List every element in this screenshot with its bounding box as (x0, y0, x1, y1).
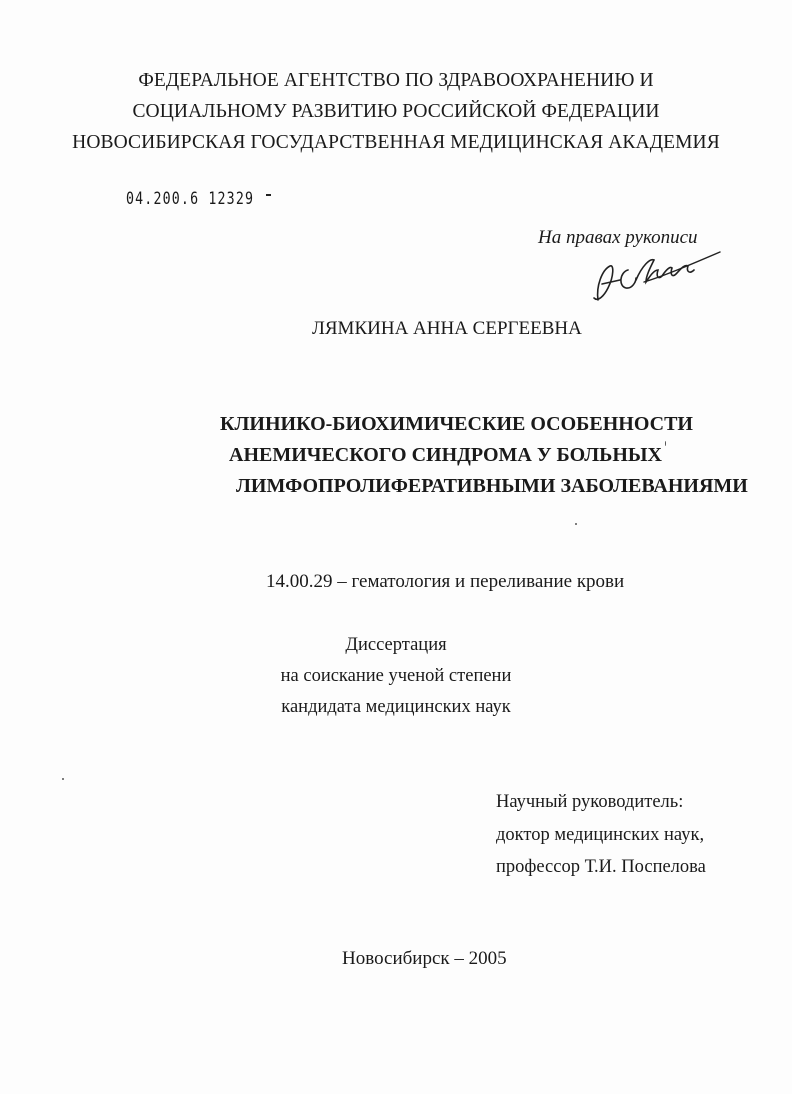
author-name: ЛЯМКИНА АННА СЕРГЕЕВНА (312, 318, 582, 339)
header-line-2: СОЦИАЛЬНОМУ РАЗВИТИЮ РОССИЙСКОЙ ФЕДЕРАЦИИ (132, 101, 660, 122)
supervisor-name: профессор Т.И. Поспелова (496, 857, 706, 877)
stamp-dash (266, 194, 271, 196)
thesis-type: Диссертация (345, 635, 447, 655)
scan-speck (62, 778, 64, 780)
title-line-1: КЛИНИКО-БИОХИМИЧЕСКИЕ ОСОБЕННОСТИ (220, 413, 693, 435)
place-and-year: Новосибирск – 2005 (342, 948, 507, 969)
scan-speck (665, 441, 666, 446)
supervisor-degree: доктор медицинских наук, (496, 825, 705, 845)
thesis-degree-field: кандидата медицинских наук (281, 697, 511, 717)
specialty-code: 14.00.29 – гематология и переливание крови (266, 571, 625, 592)
scan-speck (575, 523, 577, 525)
title-line-3: ЛИМФОПРОЛИФЕРАТИВНЫМИ ЗАБОЛЕВАНИЯМИ (236, 475, 748, 497)
supervisor-label: Научный руководитель: (496, 792, 684, 812)
header-line-3: НОВОСИБИРСКАЯ ГОСУДАРСТВЕННАЯ МЕДИЦИНСКАЯ АКАДЕМИЯ (72, 132, 720, 153)
title-line-2: АНЕМИЧЕСКОГО СИНДРОМА У БОЛЬНЫХ (229, 444, 662, 466)
manuscript-rights-label: На правах рукописи (538, 227, 698, 248)
registry-stamp: 04.200.6 12329 (126, 189, 255, 209)
handwritten-signature-icon (584, 236, 724, 316)
header-line-1: ФЕДЕРАЛЬНОЕ АГЕНТСТВО ПО ЗДРАВООХРАНЕНИЮ И (138, 70, 654, 91)
thesis-degree-line: на соискание ученой степени (280, 666, 512, 686)
